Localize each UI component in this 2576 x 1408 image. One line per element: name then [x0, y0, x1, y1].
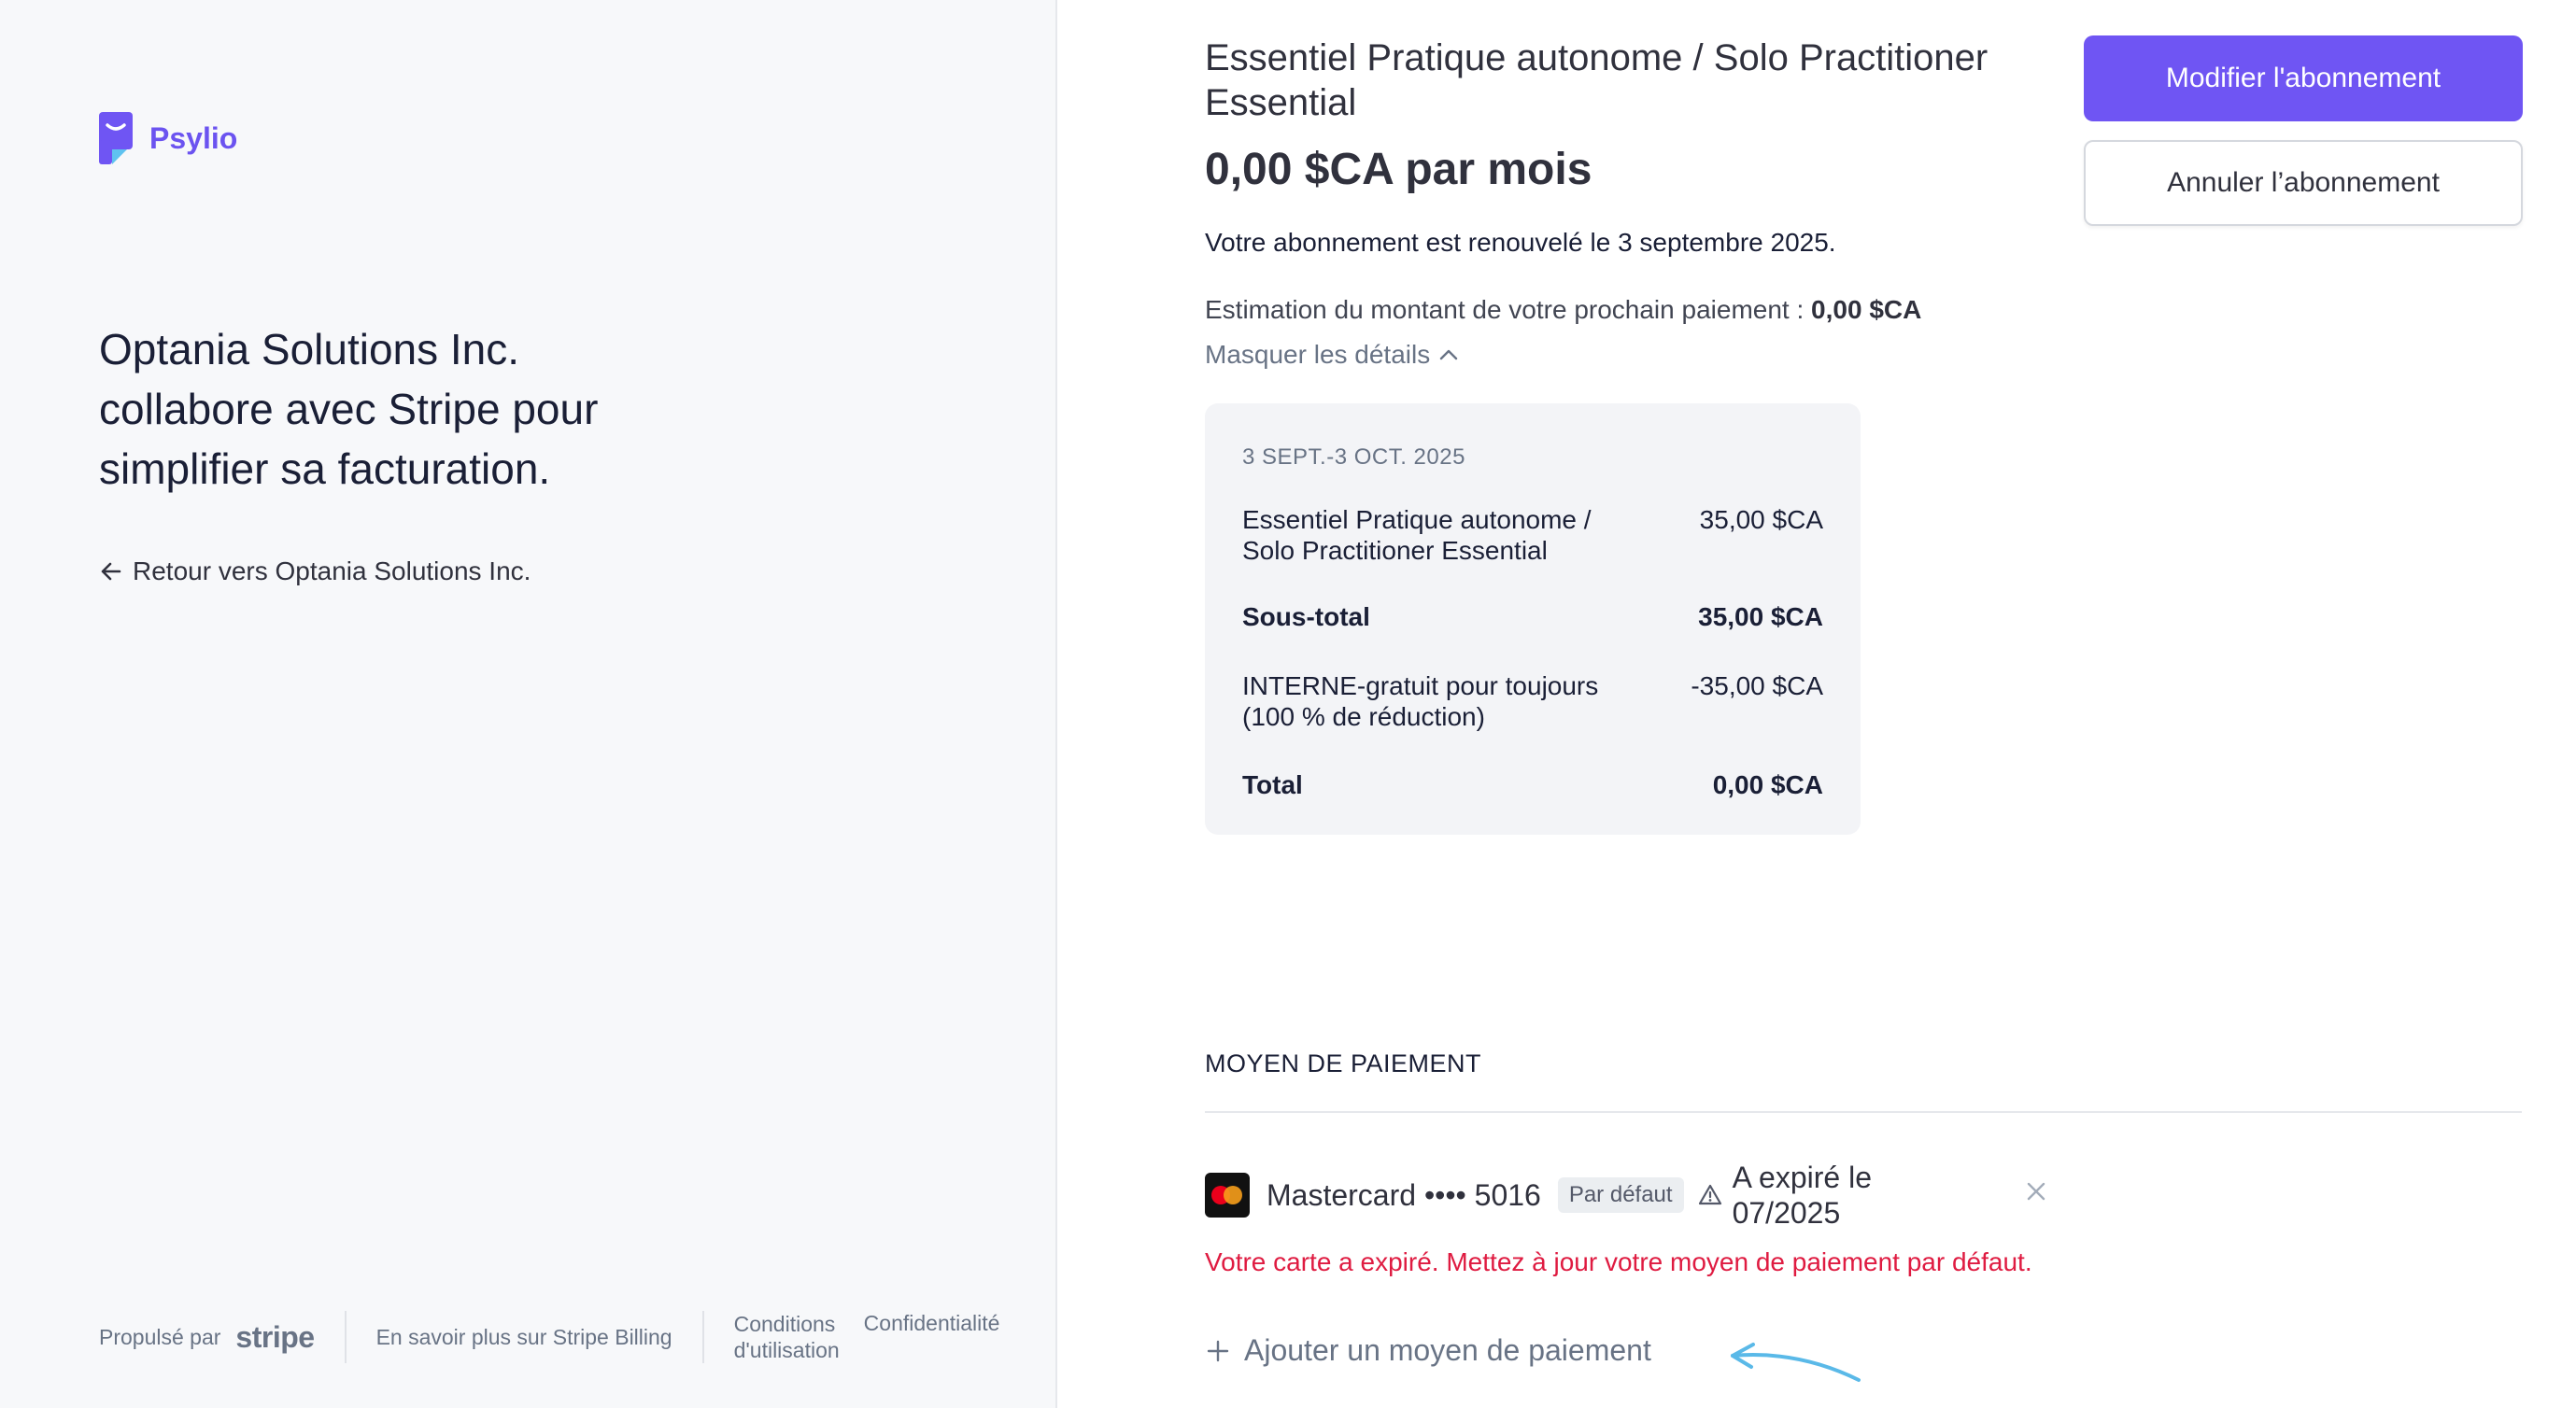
card-label: Mastercard •••• 5016: [1267, 1177, 1541, 1212]
psylio-logo-icon: [99, 112, 133, 164]
terms-line-1: Conditions: [733, 1312, 836, 1336]
back-link-label: Retour vers Optania Solutions Inc.: [133, 556, 531, 585]
stripe-logo: stripe: [235, 1319, 315, 1354]
line-item-row: [1242, 504, 1823, 566]
close-icon: [2023, 1178, 2049, 1204]
left-pane: [0, 0, 1057, 1408]
discount-row: [1242, 670, 1823, 732]
arrow-left-icon: [99, 559, 123, 584]
footer-divider: [345, 1311, 347, 1363]
card-expired-error: Votre carte a expiré. Mettez à jour votre moyen de paiement par défaut.: [1205, 1247, 2032, 1276]
footer-divider: [702, 1311, 704, 1363]
subtotal-row: [1242, 601, 1823, 632]
discount-label: INTERNE-gratuit pour toujours (100 % de réduction): [1242, 671, 1599, 731]
cancel-subscription-button[interactable]: Annuler l’abonnement: [2084, 140, 2523, 226]
line-item-value: 35,00 $CA: [1699, 505, 1823, 534]
payment-method-row: [1205, 1158, 2092, 1232]
plan-price: 0,00 $CA par mois: [1205, 145, 1592, 194]
invoice-details: [1205, 403, 1861, 835]
remove-card-button[interactable]: [2023, 1178, 2049, 1209]
renewal-text: Votre abonnement est renouvelé le 3 septembre 2025.: [1205, 228, 1836, 257]
psylio-logo: [99, 112, 237, 164]
logo-text: Psylio: [149, 120, 238, 155]
expiry-status: [1733, 1160, 1938, 1231]
terms-link[interactable]: [734, 1311, 840, 1363]
warning-icon: [1697, 1182, 1723, 1208]
privacy-link[interactable]: Confidentialité: [863, 1311, 1000, 1335]
billing-period: 3 SEPT.-3 OCT. 2025: [1242, 444, 1465, 470]
payment-method-heading: MOYEN DE PAIEMENT: [1205, 1049, 1482, 1077]
powered-by-label: Propulsé par: [99, 1324, 221, 1349]
total-label: Total: [1242, 770, 1303, 799]
learn-more-link[interactable]: En savoir plus sur Stripe Billing: [375, 1324, 672, 1349]
modify-subscription-button[interactable]: Modifier l'abonnement: [2084, 35, 2523, 121]
chevron-up-icon: [1436, 345, 1462, 364]
add-payment-method-label: Ajouter un moyen de paiement: [1244, 1333, 1651, 1367]
hide-details-toggle[interactable]: [1205, 340, 1462, 370]
tagline: Optania Solutions Inc. collabore avec Stripe pour simplifier sa facturation.: [99, 325, 599, 493]
right-pane: [1055, 0, 2576, 1408]
discount-value: -35,00 $CA: [1691, 671, 1823, 700]
mastercard-icon: [1205, 1173, 1250, 1218]
estimate-label: Estimation du montant de votre prochain paiement :: [1205, 295, 1805, 324]
payment-divider: [1205, 1111, 2522, 1113]
annotation-arrow-icon: [1667, 1333, 1873, 1389]
powered-by[interactable]: [99, 1320, 315, 1355]
expiry-line-2: 07/2025: [1732, 1196, 1841, 1230]
subtotal-label: Sous-total: [1242, 602, 1370, 631]
footer: [99, 1307, 999, 1367]
line-item-label: Essentiel Pratique autonome / Solo Practitioner Essential: [1242, 505, 1592, 565]
terms-line-2: d'utilisation: [733, 1338, 840, 1362]
plus-icon: [1205, 1338, 1231, 1364]
hide-details-label: Masquer les détails: [1205, 340, 1431, 369]
plan-title: Essentiel Pratique autonome / Solo Practitioner Essential: [1205, 37, 1989, 123]
total-row: [1242, 769, 1823, 800]
expiry-line-1: A expiré le: [1732, 1161, 1872, 1194]
add-payment-method-button[interactable]: [1205, 1333, 1651, 1368]
estimate-value: 0,00 $CA: [1811, 295, 1922, 324]
back-link[interactable]: [99, 556, 531, 586]
next-payment-estimate: [1205, 295, 1921, 325]
default-badge: Par défaut: [1558, 1177, 1684, 1213]
total-value: 0,00 $CA: [1712, 770, 1823, 799]
subtotal-value: 35,00 $CA: [1698, 602, 1823, 631]
